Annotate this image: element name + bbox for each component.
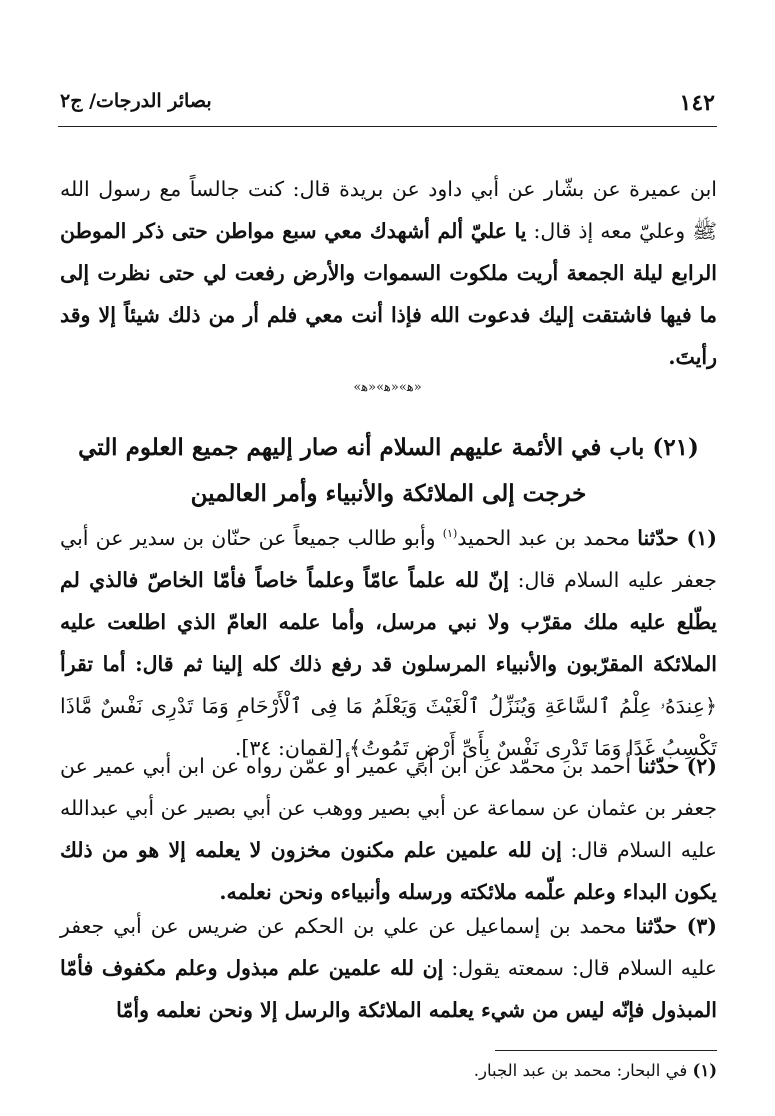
chapter-heading-line-2: خرجت إلى الملائكة والأنبياء وأمر العالمين xyxy=(190,480,587,507)
hadith-3-chain: محمد بن إسماعيل عن علي بن الحكم عن ضريس عن أبي جعفر عليه السلام قال: سمعته يقول: xyxy=(60,914,718,980)
footnote-number: (١) xyxy=(692,1061,717,1080)
footnote xyxy=(60,1058,717,1084)
footnote-rule xyxy=(495,1050,717,1051)
hadith-1-number: (١) حدّثنا xyxy=(637,525,717,550)
intro-quote: يا عليّ ألم أشهدك معي سبع مواطن حتى ذكر الموطن الرابع ليلة الجمعة أريت ملكوت السموات والأرض رفعت لي حتى نظرت إلى ما فيها فاشتقت إليك فدعوت الله فإذا أنت معي فلم أر من ذلك شيئاً إلا وقد رأيتَ. xyxy=(60,219,717,369)
chapter-heading xyxy=(60,425,717,517)
hadith-2-text: إن لله علمين علم مكنون مخزون لا يعلمه إلا هو من ذلك يكون البداء وعلم علّمه ملائكته ورسله وأنبياءه ونحن نعلمه. xyxy=(60,838,717,904)
chapter-heading-line-1: (٢١) باب في الأئمة عليهم السلام أنه صار إليهم جميع العلوم التي xyxy=(78,434,699,461)
hadith-3-text: إن لله علمين علم مبذول وعلم مكفوف فأمّا المبذول فإنّه ليس من شيء يعلمه الملائكة والرسل إلا ونحن نعلمه وأمّا xyxy=(60,956,717,1022)
hadith-3-number: (٣) حدّثنا xyxy=(635,914,717,938)
quran-verse: ﴿عِندَهُۥ عِلْمُ ٱلسَّاعَةِ وَيُنَزِّلُ ٱلْغَيْثَ وَيَعْلَمُ مَا فِى ٱلْأَرْحَامِ وَمَا تَدْرِى نَفْسٌ مَّاذَا تَكْسِبُ غَدًا وَمَا تَدْرِى نَفْسٌ بِأَىِّ أَرْضٍ تَمُوتُ﴾ xyxy=(60,693,717,760)
header-rule xyxy=(58,126,717,127)
footnote-text: في البحار: محمد بن عبد الجبار. xyxy=(473,1061,693,1080)
hadith-2-number: (٢) حدّثنا xyxy=(637,754,717,778)
intro-chain: ابن عميرة عن بشّار عن أبي داود عن بريدة قال: كنت جالساً مع رسول الله ﷺ وعليّ معه إذ قال: xyxy=(60,177,717,243)
hadith-1 xyxy=(60,513,717,769)
verse-reference: [لقمان: ٣٤]. xyxy=(234,735,350,760)
running-header xyxy=(60,88,715,122)
section-ornament: «ﻫ»«ﻫ»«ﻫ» xyxy=(353,380,422,395)
hadith-1-text: إنّ لله علماً عامّاً وعلماً خاصاً فأمّا الخاصّ فالذي لم يطّلع عليه ملك مقرّب ولا نبي مرسل، وأما علمه العامّ الذي اطلعت عليه الملائكة المقرّبون والأنبياء المرسلون قد رفع ذلك كله إلينا ثم قال: أما تقرأ xyxy=(60,567,717,676)
hadith-1-chain: محمد بن عبد الحميد xyxy=(457,525,638,550)
intro-paragraph xyxy=(60,168,717,378)
hadith-2 xyxy=(60,745,717,913)
footnote-marker: (١) xyxy=(442,527,458,540)
book-title: بصائر الدرجات/ ج٢ xyxy=(60,90,212,112)
hadith-3 xyxy=(60,905,717,1031)
hadith-2-chain: أحمد بن محمّد عن ابن أبي عمير أو عمّن رواه عن ابن أبي عمير عن جعفر بن عثمان عن سماعة عن أبي بصير ووهب عن أبي بصير عن أبي عبدالله عليه السلام قال: xyxy=(60,754,717,862)
hadith-1-chain-continued: وأبو طالب جميعاً عن حنّان بن سدير عن أبي جعفر عليه السلام قال: xyxy=(60,525,717,592)
page-number: ١٤٢ xyxy=(679,90,715,116)
